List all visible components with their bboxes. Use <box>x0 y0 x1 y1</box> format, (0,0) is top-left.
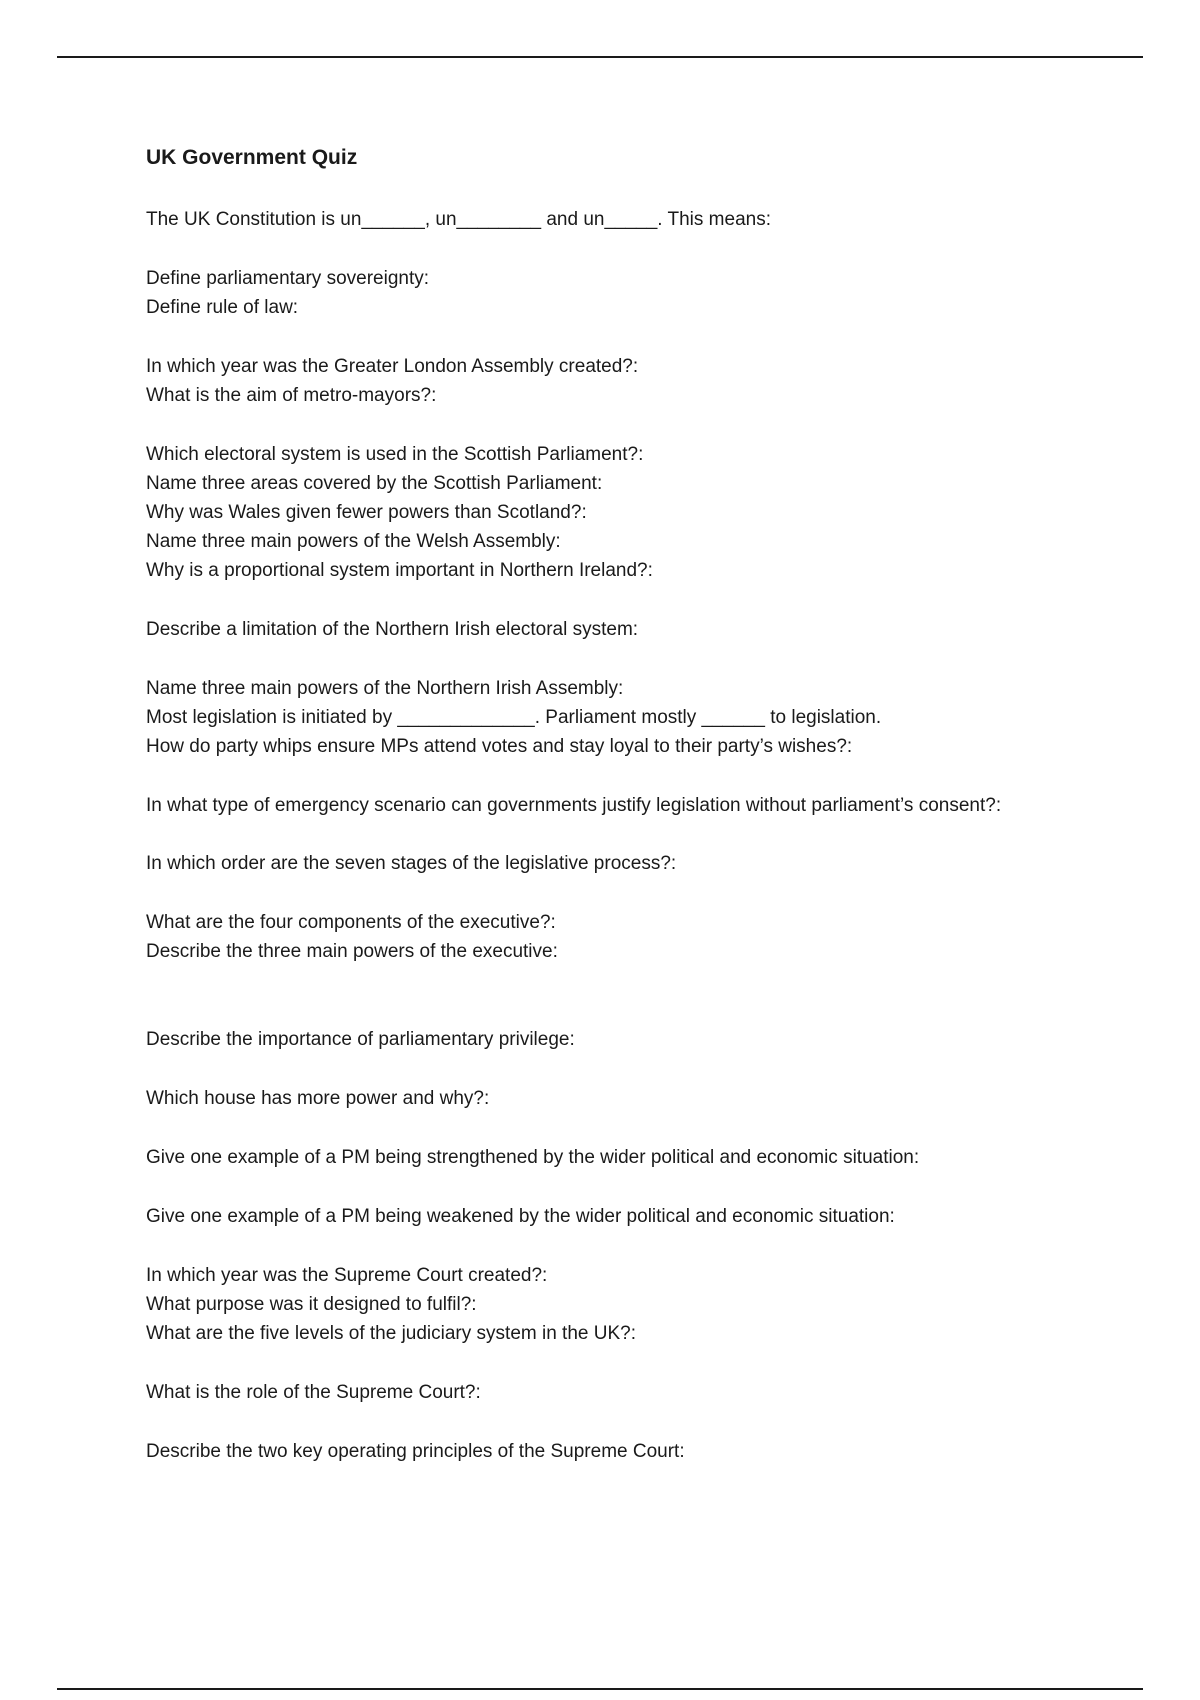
question-pm-strengthened: Give one example of a PM being strengthened by the wider political and economic situation: <box>146 1147 920 1168</box>
question-executive-powers: Describe the three main powers of the executive: <box>146 941 558 962</box>
question-welsh-assembly: Name three main powers of the Welsh Assembly: <box>146 531 561 552</box>
question-supreme-court-year: In which year was the Supreme Court created?: <box>146 1265 548 1286</box>
question-legislation-initiated: Most legislation is initiated by _____________. Parliament mostly ______ to legislation. <box>146 707 882 728</box>
question-rule-of-law: Define rule of law: <box>146 297 299 318</box>
question-emergency-legislation: In what type of emergency scenario can governments justify legislation without parliament’s consent?: <box>146 795 1002 816</box>
question-executive-components: What are the four components of the executive?: <box>146 912 556 933</box>
question-constitution: The UK Constitution is un______, un________ and un_____. This means: <box>146 209 771 230</box>
question-wales-powers: Why was Wales given fewer powers than Scotland?: <box>146 502 587 523</box>
question-supreme-court-principles: Describe the two key operating principles of the Supreme Court: <box>146 1441 685 1462</box>
question-parliamentary-privilege: Describe the importance of parliamentary privilege: <box>146 1029 575 1050</box>
question-scottish-electoral-system: Which electoral system is used in the Scottish Parliament?: <box>146 444 644 465</box>
question-supreme-court-purpose: What purpose was it designed to fulfil?: <box>146 1294 477 1315</box>
question-house-power: Which house has more power and why?: <box>146 1088 490 1109</box>
question-ni-limitation: Describe a limitation of the Northern Irish electoral system: <box>146 619 639 640</box>
header-rule <box>57 56 1143 58</box>
question-gla-year: In which year was the Greater London Assembly created?: <box>146 356 639 377</box>
question-legislative-stages: In which order are the seven stages of the legislative process?: <box>146 853 677 874</box>
page-title: UK Government Quiz <box>146 146 358 169</box>
question-scottish-areas: Name three areas covered by the Scottish Parliament: <box>146 473 603 494</box>
question-party-whips: How do party whips ensure MPs attend votes and stay loyal to their party’s wishes?: <box>146 736 853 757</box>
question-ni-assembly: Name three main powers of the Northern Irish Assembly: <box>146 678 624 699</box>
footer-rule <box>57 1688 1143 1690</box>
question-pm-weakened: Give one example of a PM being weakened by the wider political and economic situation: <box>146 1206 895 1227</box>
question-judiciary-levels: What are the five levels of the judiciary system in the UK?: <box>146 1323 636 1344</box>
question-sovereignty: Define parliamentary sovereignty: <box>146 268 430 289</box>
question-metro-mayors: What is the aim of metro-mayors?: <box>146 385 437 406</box>
question-supreme-court-role: What is the role of the Supreme Court?: <box>146 1382 481 1403</box>
question-proportional-ni: Why is a proportional system important in Northern Ireland?: <box>146 560 653 581</box>
